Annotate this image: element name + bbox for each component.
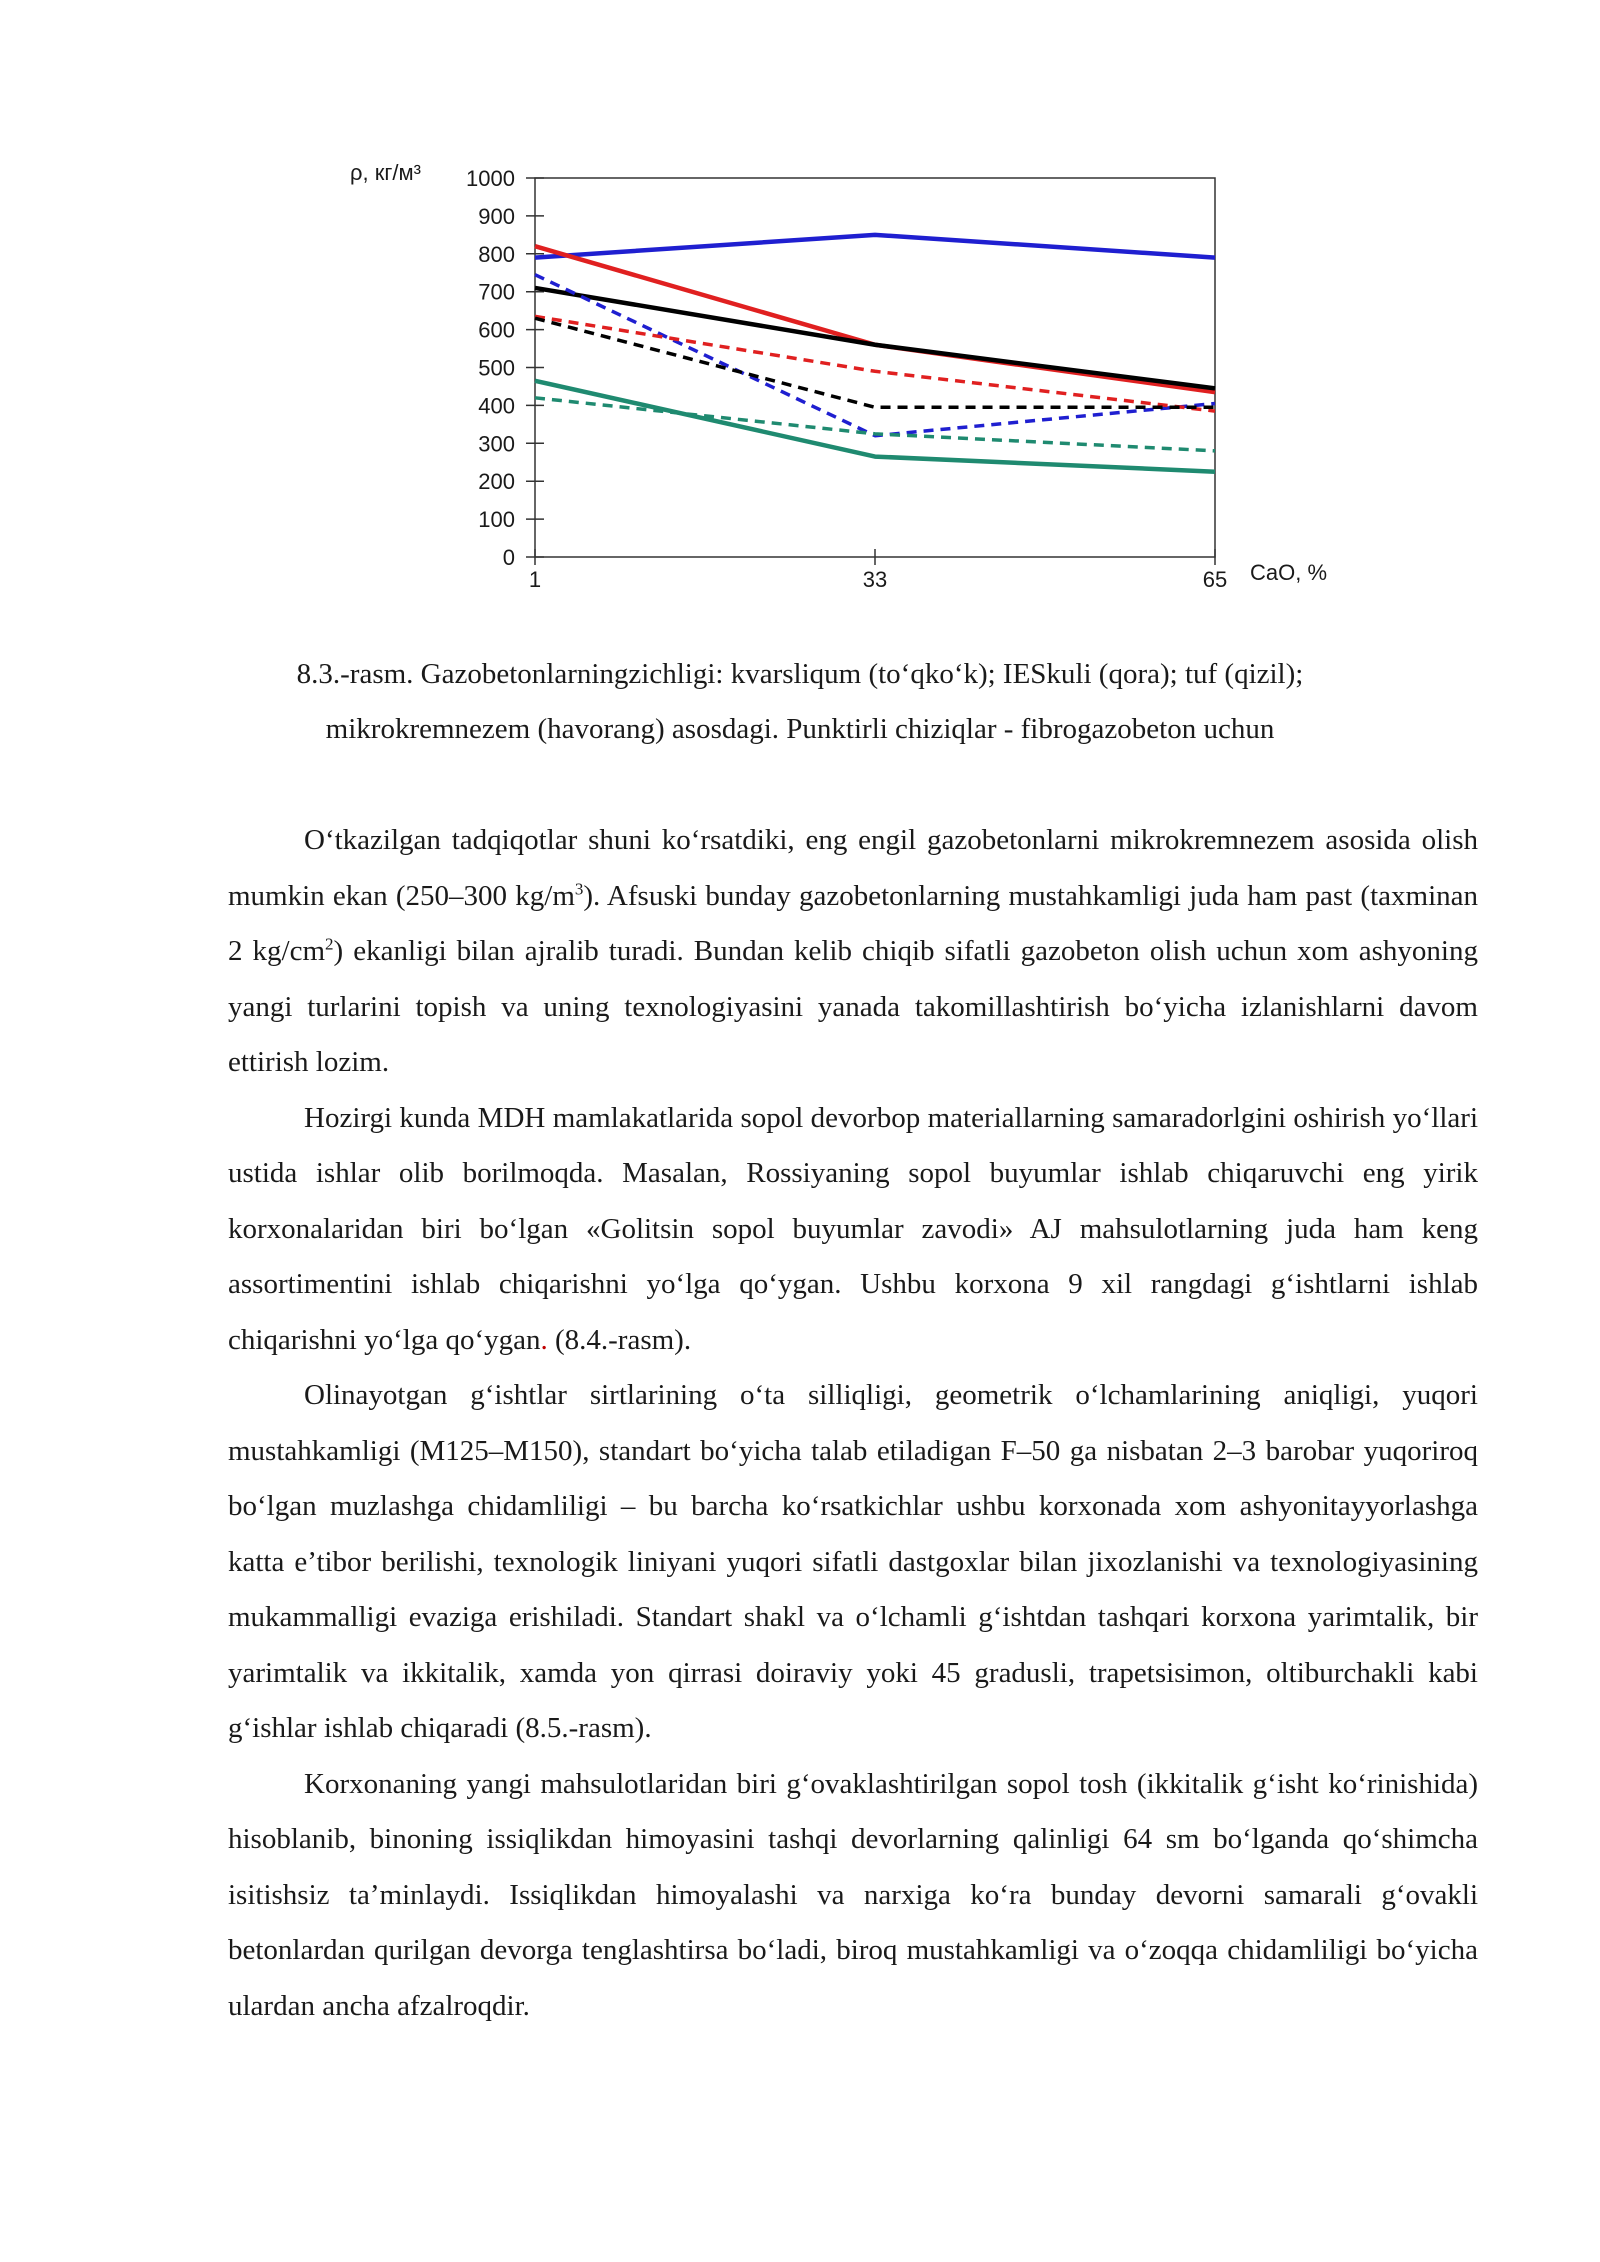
figure-caption-line-2: mikrokremnezem (havorang) asosdagi. Punktirli chiziqlar - fibrogazobeton uchun [325,713,1275,745]
figure-caption-line-1: 8.3.-rasm. Gazobetonlarningzichligi: kvarsliqum (to‘qko‘k); IESkuli (qora); tuf (qizil); [296,658,1304,690]
y-tick-label: 500 [478,355,515,381]
superscript-2: 2 [325,934,334,954]
paragraph-2 [228,1091,1478,1369]
x-tick-label: 65 [1202,567,1228,592]
y-tick-label: 900 [478,203,515,229]
series-line-6 [535,316,1215,411]
paragraph-1-text-b: ). Afsuski bunday gazobetonlarning mustahkamligi juda ham past (taxminan 2 kg/cm [228,879,1478,967]
paragraph-4: Korxonaning yangi mahsulotlaridan biri g‘ovaklashtirilgan sopol tosh (ikkitalik g‘isht ko‘rinishida) hisoblanib, binoning issiqlikdan himoyasini tashqi devorlarning qalinligi 64 sm bo‘lganda qo‘shimcha isitishsiz ta’minlaydi. Issiqlikdan himoyalashi va narxiga ko‘ra bunday devorni samarali g‘ovakli betonlardan qurilgan devorga tenglashtirsa bo‘ladi, biroq mustahkamligi va o‘zoqqa chidamliligi bo‘yicha ulardan ancha afzalroqdir. [228,1767,1478,2022]
paragraph-1 [228,813,1478,1091]
y-tick-label: 600 [478,317,515,343]
y-tick-label: 100 [478,507,515,533]
y-tick-label: 300 [478,431,515,457]
superscript-3: 3 [574,878,584,898]
paragraph-3: Olinayotgan g‘ishtlar sirtlarining o‘ta silliqligi, geometrik o‘lchamlarining aniqligi, yuqori mustahkamligi (M125–M150), standart bo‘yicha talab etiladigan F–50 ga nisbatan 2–3 barobar yuqoriroq bo‘lgan muzlashga chidamliligi – bu barcha ko‘rsatkichlar ushbu korxonada xom ashyonitayyorlashga katta e’tibor berilishi, texnologik liniyani yuqori sifatli dastgoxlar bilan jixozlanishi va texnologiyasining mukammalligi evaziga erishiladi. Standart shakl va o‘lchamli g‘ishtdan tashqari korxona yarimtalik, bir yarimtalik va ikkitalik, xamda yon qirrasi doiraviy yoki 45 gradusli, trapetsisimon, oltiburchakli kabi g‘ishlar ishlab chiqaradi (8.5.-rasm). [228,1379,1478,1744]
y-tick-label: 400 [478,393,515,419]
series-line-5 [535,275,1215,436]
x-tick-label: 33 [862,567,888,592]
y-tick-label: 800 [478,241,515,267]
x-axis-label: CaO, % [1250,560,1328,585]
paragraph-2-text-b: (8.4.-rasm). [547,1323,692,1356]
series-line-4 [535,381,1215,472]
y-tick-label: 200 [478,469,515,495]
density-chart [330,150,1380,600]
red-period: . [540,1323,548,1356]
y-tick-label: 1000 [466,166,515,191]
x-tick-label: 1 [528,567,542,592]
paragraph-1-text-c: ) ekanligi bilan ajralib turadi. Bundan kelib chiqib sifatli gazobeton olish uchun xom ashyoning yangi turlarini topish va uning texnologiyasini yanada takomillashtirish bo‘yicha izlanishlarni davom ettirish lozim. [228,935,1478,1078]
y-tick-label: 700 [478,279,515,305]
paragraph-1-text-a: O‘tkazilgan tadqiqotlar shuni ko‘rsatdiki, eng engil gazobetonlarni mikrokremnezem asosida olish mumkin ekan (250–300 kg/m [228,824,1478,912]
y-tick-label: 0 [502,545,515,570]
series-line-1 [535,235,1215,258]
y-axis-label: ρ, кг/м³ [350,160,421,185]
series-line-3 [535,288,1215,388]
paragraph-2-text-a: Hozirgi kunda MDH mamlakatlarida sopol devorbop materiallarning samaradorlgini oshirish yo‘llari ustida ishlar olib borilmoqda. Masalan, Rossiyaning sopol buyumlar ishlab chiqaruvchi eng yirik korxonalaridan biri bo‘lgan «Golitsin sopol buyumlar zavodi» AJ mahsulotlarning juda ham keng assortimentini ishlab chiqarishni yo‘lga qo‘ygan. Ushbu korxona 9 xil rangdagi g‘ishtlarni ishlab chiqarishni yo‘lga qo‘ygan [228,1101,1478,1356]
body-text [228,813,1478,2034]
chart-series [535,235,1215,472]
